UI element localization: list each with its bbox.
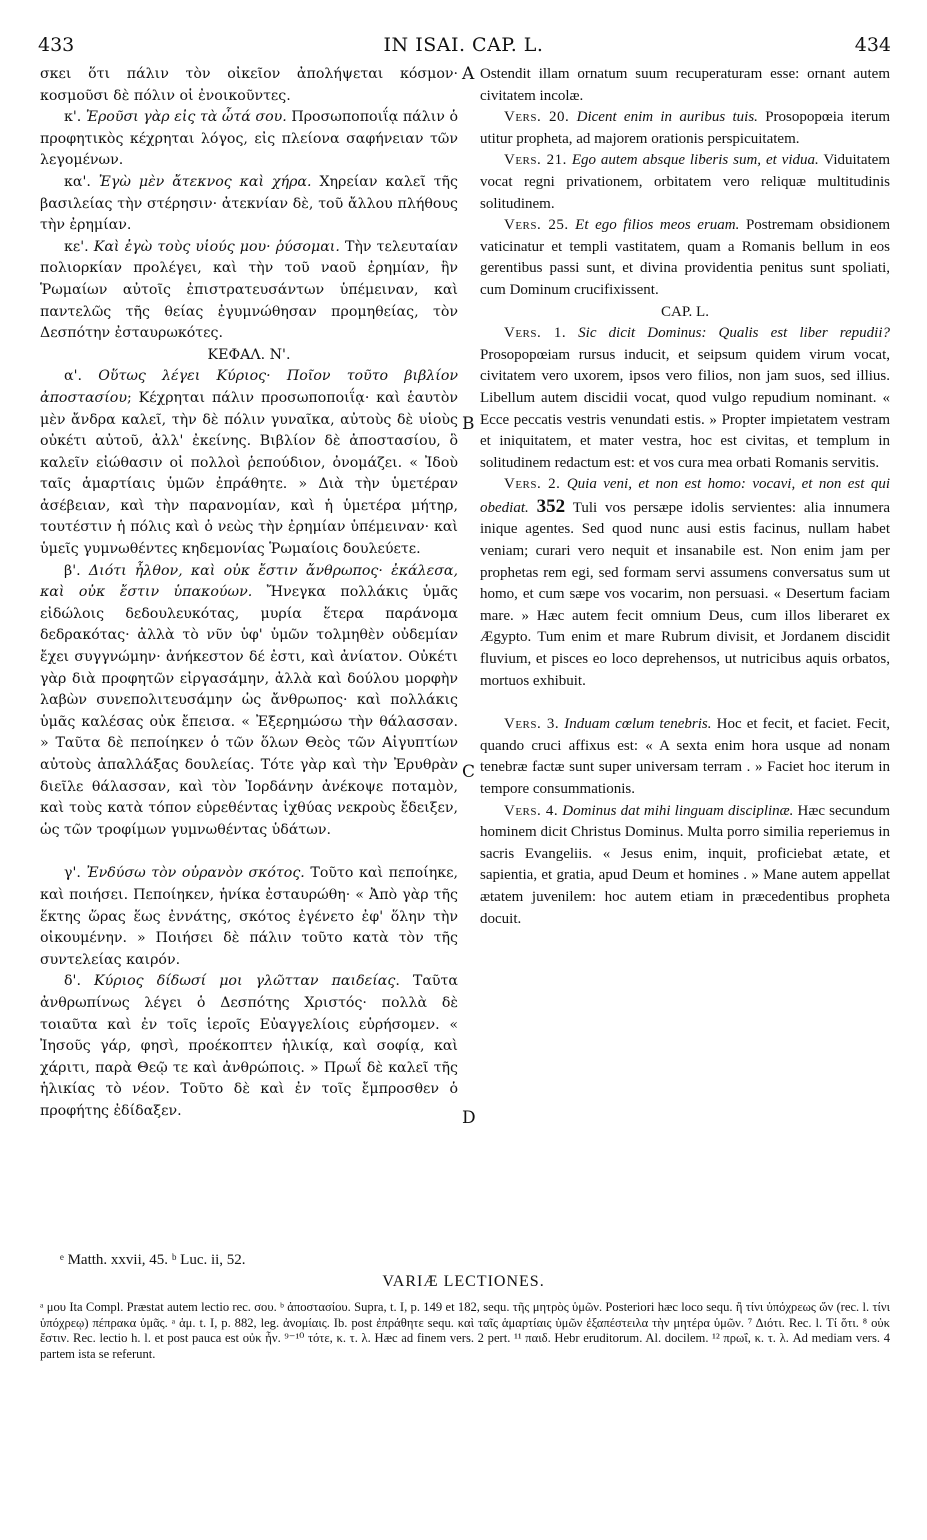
latin-verse-4	[480, 801, 890, 931]
greek-para: σκει ὅτι πάλιν τὸν οἰκεῖον ἀπολήψεται κόσμον· κοσμοῦσι δὲ πόλιν οἱ ἐνοικοῦντες.	[40, 66, 458, 104]
latin-verse-20	[480, 107, 890, 150]
verse-text: Hoc et fecit, et faciet. Fecit, quando cruci affixus est: « A sexta enim hora usque ad nonam tenebræ factæ sunt super universam terram . » Faciet hoc iterum in tempore consummationis.	[480, 716, 890, 797]
verse-label: β'.	[64, 562, 81, 579]
variae-text: ᵃ μου Ita Compl. Præstat autem lectio rec. σου. ᵇ ἀποστασίου. Supra, t. I, p. 149 et 182, sequ. τῆς μητρὸς ὑμῶν. Posteriori hæc loco sequ. ἢ τίνι ὑπόχρεως ὤν (rec. l. τίνι ὑπόχρεῳ) πέπρακα ὑμᾶς. ᵃ ἁμ. t. I, p. 882, leg. ἀνομίαις. Ib. post ἐπράθητε sequ. καὶ ταῖς ἁμαρτίαις ὑμῶν ἐξαπέστειλα τὴν μητέρα ὑμῶν. ⁷ Διότι. Rec. l. Τί ὅτι. ⁸ οὐκ ἔστιν. Rec. lectio h. l. et post pauca est οὐκ ἦν. ⁹⁻¹⁰ τότε, κ. τ. λ. Hæc ad finem vers. 2 pert. ¹¹ παιδ. Hebr eruditorum. Al. docilem. ¹² πρωΐ, κ. τ. λ. Ad mediam vers. 4 partem ista se referunt.	[40, 1300, 890, 1361]
verse-lemma: Sic dicit Dominus: Qualis est liber repudii?	[578, 325, 890, 342]
verse-label: δ'.	[64, 973, 81, 990]
verse-label: κα'.	[64, 173, 91, 190]
verse-label: κε'.	[64, 238, 89, 255]
running-title: IN ISAI. CAP. L.	[383, 34, 544, 56]
verse-text: Prosopopœiam rursus inducit, et seipsum quidem virum vocat, civitatem vero uxorem, ipsos vero filios, non jam suos, sed illius. Libellum autem discidii vocat, quod vulgo repudium nominant. « Ecce peccatis vestris venundati estis. » Propter impietatem vestram et iniquitatem, et mater vestra, hoc est civitas, et templum in solitudinem redactum est: et vos cura mea orbati Romanis servitis.	[480, 346, 890, 471]
latin-verse-2	[480, 474, 890, 692]
verse-label: γ'.	[64, 865, 81, 882]
greek-verse-2	[40, 561, 458, 842]
latin-chapter-heading: CAP. L.	[661, 303, 709, 320]
verse-label: Vers. 21.	[504, 152, 567, 169]
verse-label: Vers. 3.	[504, 716, 560, 733]
page-number-left: 433	[38, 34, 75, 56]
latin-verse-25	[480, 215, 890, 301]
verse-label: Vers. 20.	[504, 109, 570, 126]
verse-text: ; Κέχρηται πάλιν προσωποποιΐᾳ· καὶ ἑαυτὸν μὲν ἄνδρα καλεῖ, τὴν δὲ πόλιν γυναῖκα, αὐτοὺς δὲ υἱοὺς οὐκέτι αὐτοῦ, ἀλλ' ἐκείνης. Βιβλίον δὲ ἀποστασίου, ὃ καλεῖν εἰώθασιν οἱ πολλοὶ ῥεπούδιον, ὀνομάζει. « Ἰδοὺ ταῖς ἁμαρτίαις ὑμῶν ἐπράθητε. » Διὰ τὴν ὑμετέραν ἀσέβειαν, καὶ τὴν παρανομίαν, καὶ ἡ ὑμετέρα μήτηρ, τουτέστιν ἡ πόλις καὶ ὁ νεὼς τὴν ἐρημίαν ὑπέμειναν· καὶ ὑμεῖς γυμνωθέντες κηδεμονίας Ῥωμαίοις δουλεύετε.	[40, 389, 458, 558]
verse-lemma: Ἐνδύσω τὸν οὐρανὸν σκότος.	[86, 865, 305, 882]
latin-verse-21	[480, 150, 890, 215]
greek-verse-25	[40, 237, 458, 345]
latin-para: Ostendit illam ornatum suum recuperaturam esse: ornant autem civitatem incolæ.	[480, 66, 890, 104]
variae-lectiones-body	[40, 1300, 890, 1362]
latin-verse-3	[480, 714, 890, 800]
verse-lemma: Et ego filios meos eruam.	[575, 217, 740, 234]
greek-column	[40, 64, 458, 1123]
verse-label: α'.	[64, 368, 82, 385]
verse-label: Vers. 25.	[504, 217, 569, 234]
verse-lemma: Ego autem absque liberis sum, et vidua.	[571, 152, 819, 169]
verse-label: Vers. 2.	[504, 476, 561, 493]
verse-lemma: Ἐροῦσι γὰρ εἰς τὰ ὦτά σου.	[85, 109, 287, 126]
latin-column	[480, 64, 890, 930]
verse-label: κ'.	[64, 109, 82, 126]
verse-lemma: Ἐγὼ μὲν ἄτεκνος καὶ χήρα.	[98, 173, 312, 190]
greek-verse-20	[40, 107, 458, 172]
verse-text: Hæc secundum hominem dicit Christus Dominus. Multa porro similia reperiemus in sacris Evangeliis. « Jesus enim, inquit, proficiebat ætate, et sapientia, et gratia, apud Deum et homines . » Mane autem appellat ætatem juvenilem: hoc autem etiam in præcedentibus propheta docuit.	[480, 802, 890, 927]
verse-lemma: Καὶ ἐγὼ τοὺς υἱούς μου· ῥύσομαι.	[93, 238, 340, 255]
verse-lemma: Οὕτως λέγει Κύριος· Ποῖον τοῦτο βιβλίον ἀποστασίου	[40, 368, 458, 406]
scripture-footnotes: ᵉ Matth. xxvii, 45. ᵇ Luc. ii, 52.	[60, 1252, 246, 1268]
verse-text: Ἤνεγκα πολλάκις ὑμᾶς εἰδώλοις δεδουλευκότας, μυρία ἕτερα παράνομα δεδρακότας· ἀλλὰ τὸ νῦν ὑφ' ὑμῶν τολμηθὲν οὐδεμίαν ἔχει συγγνώμην· ἀνήκεστον δέ ἐστι, καὶ ἀνίατον. Οὐκέτι γὰρ διὰ προφητῶν εἰργασάμην, ἀλλὰ καὶ δούλου μορφὴν λαβὼν συνεπολιτευσάμην ὡς ἄνθρωπος· καὶ πολλάκις ὑμᾶς καλέσας οὐκ ἔπεισα. « Ἐξερημώσω τὴν θάλασσαν. » Ταῦτα δὲ πεποίηκεν ὁ τῶν ὅλων Θεὸς τῶν Αἰγυπτίων αὐτοὺς ἀπαλλάξας δουλείας. Τότε γὰρ καὶ τὴν Ἐρυθρὰν διεῖλε θάλασσαν, καὶ τὸν Ἰορδάνην ἀνέκοψε ποταμὸν, καὶ τοὺς κατὰ τόπον εὑρεθέντας ἰχθύας νεκροὺς ἔδειξεν, ὡς τῶν τροφίμων γυμνωθέντας ὑδάτων.	[40, 584, 459, 838]
verse-text: Τὴν τελευταίαν πολιορκίαν προλέγει, καὶ τὴν τοῦ ναοῦ ἐρημίαν, ἣν Ῥωμαίων αὐτοῖς ἐπιστρατευσάντων ὑπέμειναν, καὶ παντελῶς τῆς θείας ἐγυμνώθησαν προμηθείας, τὸν Δεσπότην ἐσταυρωκότες.	[40, 238, 459, 342]
greek-verse-1	[40, 366, 458, 560]
verse-label: Vers. 1.	[504, 325, 567, 342]
margin-marker-d: D	[462, 1108, 476, 1128]
verse-lemma: Κύριος δίδωσί μοι γλῶτταν παιδείας	[94, 973, 396, 990]
verse-lemma: Dicent enim in auribus tuis.	[576, 109, 758, 126]
greek-verse-3	[40, 863, 458, 971]
verse-lemma: Induam cœlum tenebris.	[564, 716, 712, 733]
verse-text: Prosopopœia iterum utitur propheta, ad majorem orationis perspicuitatem.	[480, 109, 891, 147]
verse-text: . Ταῦτα ἀνθρωπίνως λέγει ὁ Δεσπότης Χριστός· πολλὰ δὲ τοιαῦτα καὶ ἐν τοῖς ἱεροῖς Εὐαγγελίοις εὑρήσομεν. « Ἰησοῦς γάρ, φησὶ, προέκοπτεν ἡλικίᾳ, καὶ σοφίᾳ, καὶ χάριτι, παρὰ Θεῷ τε καὶ ἀνθρώποις. » Πρωΐ δὲ καλεῖ τῆς ἡλικίας τὸ νέον. Τοῦτο δὲ καὶ ἐν τοῖς ἔμπροσθεν ὁ προφήτης ἐδίδαξεν.	[40, 973, 458, 1119]
verse-text: Tuli vos persæpe idolis servientes: alia innumera inique agentes. Sed quod nunc ausi estis facinus, nullam habet veniam; curari vero nequit et insanabile est. Non enim jam per prophetas rem egi, sed formam servi assumens conversatus sum ut homo, et cum sæpe vos vocarim, non persuasi. « Desertum faciam mare. » Hæc autem fecit omnium Deus, cum illos liberaret ex Ægypto. Tum enim et mare Rubrum divisit, et Jordanem discidit fluvium, et pisces eo loco deprehensos, ut nutricibus aquis orbatos, mortuos exhibuit.	[480, 499, 891, 689]
latin-verse-1	[480, 323, 890, 474]
verse-text: Postremam obsidionem vaticinatur et templi vastitatem, quam a Romanis bellum in eos gerentibus passi sunt, et divina providentia penitus sunt spoliati, cum Dominum crucifixissent.	[480, 217, 891, 298]
margin-marker-b: B	[462, 414, 475, 434]
verse-label: Vers. 4.	[504, 802, 559, 819]
verse-lemma: Διότι ἦλθον, καὶ οὐκ ἔστιν ἄνθρωπος· ἐκάλεσα, καὶ οὐκ ἔστιν ὑπακούων.	[40, 562, 459, 601]
margin-marker-c: C	[462, 762, 476, 782]
column-number: 352	[536, 495, 566, 517]
verse-text: Προσωποποιΐᾳ πάλιν ὁ προφητικὸς κέχρηται λόγος, εἰς πλείονα σαφήνειαν τῶν λεγομένων.	[40, 109, 459, 169]
verse-lemma: Dominus dat mihi linguam disciplinæ.	[562, 802, 794, 819]
greek-verse-4	[40, 971, 458, 1122]
verse-text: Χηρείαν καλεῖ τῆς βασιλείας τὴν στέρησιν· ἀτεκνίαν δὲ, τοῦ ἄλλου πλήθους τὴν ἐρημίαν.	[40, 173, 458, 234]
margin-marker-a: A	[462, 64, 475, 84]
greek-chapter-heading: ΚΕΦΑΛ. Ν'.	[207, 346, 291, 363]
verse-lemma: Quia veni, et non est homo: vocavi, et non est qui obediat.	[480, 476, 890, 516]
verse-text: Τοῦτο καὶ πεποίηκε, καὶ ποιήσει. Πεποίηκεν, ἡνίκα ἐσταυρώθη· « Ἀπὸ γὰρ τῆς ἕκτης ὥρας ἕως ἐννάτης, σκότος ἐγένετο ἐφ' ὅλην τὴν οἰκουμένην. » Ποιήσει δὲ πάλιν τοῦτο κατὰ τὸν τῆς συντελείας καιρόν.	[40, 865, 458, 968]
verse-text: Viduitatem vocat regni privationem, orbitatem vero reliquæ multitudinis solitudinem.	[480, 152, 890, 212]
page-header	[0, 0, 927, 62]
page-number-right: 434	[854, 34, 891, 56]
greek-verse-21	[40, 172, 458, 237]
variae-lectiones-heading: VARIÆ LECTIONES.	[382, 1273, 545, 1290]
